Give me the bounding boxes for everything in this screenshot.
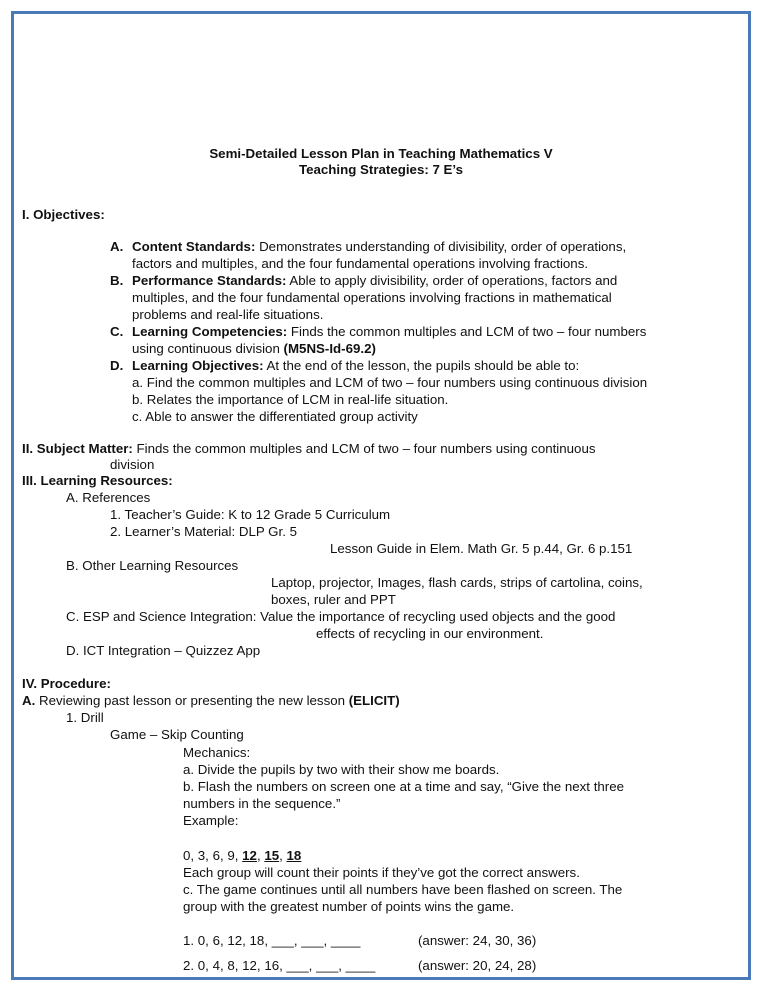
procedure-example-label: Example: <box>183 813 239 828</box>
resources-a1: 1. Teacher’s Guide: K to 12 Grade 5 Curriculum <box>110 507 391 522</box>
resources-c1: C. ESP and Science Integration: Value the importance of recycling used objects and the good <box>66 609 616 624</box>
objective-a-line2: factors and multiples, and the four fundamental operations involving fractions. <box>132 256 589 271</box>
resources-c2: effects of recycling in our environment. <box>316 626 544 641</box>
resources-a2: 2. Learner’s Material: DLP Gr. 5 <box>110 524 297 539</box>
objective-d-letter: D. <box>110 358 124 373</box>
resources-a: A. References <box>66 490 151 505</box>
objective-b-line3: problems and real-life situations. <box>132 307 324 322</box>
procedure-mechanic-b2: numbers in the sequence.” <box>183 796 341 811</box>
procedure-mechanic-a: a. Divide the pupils by two with their show me boards. <box>183 762 500 777</box>
objective-c-line2: using continuous division (M5NS-Id-69.2) <box>132 341 376 356</box>
procedure-a: A. Reviewing past lesson or presenting the new lesson (ELICIT) <box>22 693 400 708</box>
resources-heading: III. Learning Resources: <box>22 473 173 488</box>
skip-item-2: 2. 0, 4, 8, 12, 16, ___, ___, ____ <box>183 958 376 973</box>
objectives-heading: I. Objectives: <box>22 207 105 222</box>
objective-b-letter: B. <box>110 273 124 288</box>
objective-d-line1: Learning Objectives: At the end of the lesson, the pupils should be able to: <box>132 358 580 373</box>
procedure-mechanic-c2: group with the greatest number of points wins the game. <box>183 899 515 914</box>
objective-b-line2: multiples, and the four fundamental operations involving fractions in mathematical <box>132 290 612 305</box>
objective-b-line1: Performance Standards: Able to apply divisibility, order of operations, factors and <box>132 273 618 288</box>
procedure-example-sequence: 0, 3, 6, 9, 12, 15, 18 <box>183 848 302 863</box>
resources-b: B. Other Learning Resources <box>66 558 239 573</box>
subject-matter-line1: II. Subject Matter: Finds the common multiples and LCM of two – four numbers using continuous <box>22 441 596 456</box>
skip-answer-1: (answer: 24, 30, 36) <box>418 933 537 948</box>
procedure-mechanic-b1: b. Flash the numbers on screen one at a time and say, “Give the next three <box>183 779 625 794</box>
objective-d-sub-b: b. Relates the importance of LCM in real-life situation. <box>132 392 449 407</box>
document-subtitle: Teaching Strategies: 7 E’s <box>298 162 464 177</box>
objective-a-letter: A. <box>110 239 124 254</box>
procedure-game: Game – Skip Counting <box>110 727 244 742</box>
resources-a3: Lesson Guide in Elem. Math Gr. 5 p.44, Gr. 6 p.151 <box>330 541 633 556</box>
procedure-heading: IV. Procedure: <box>22 676 111 691</box>
procedure-drill: 1. Drill <box>66 710 104 725</box>
skip-item-1: 1. 0, 6, 12, 18, ___, ___, ____ <box>183 933 361 948</box>
procedure-mechanic-c1: c. The game continues until all numbers have been flashed on screen. The <box>183 882 623 897</box>
objective-a-line1: Content Standards: Demonstrates understanding of divisibility, order of operations, <box>132 239 627 254</box>
objective-c-line1: Learning Competencies: Finds the common multiples and LCM of two – four numbers <box>132 324 647 339</box>
objective-c-letter: C. <box>110 324 124 339</box>
objective-d-sub-c: c. Able to answer the differentiated group activity <box>132 409 418 424</box>
skip-answer-2: (answer: 20, 24, 28) <box>418 958 537 973</box>
procedure-example-note: Each group will count their points if they’ve got the correct answers. <box>183 865 580 880</box>
subject-matter-line2: division <box>110 457 155 472</box>
document-title: Semi-Detailed Lesson Plan in Teaching Mathematics V <box>209 146 553 161</box>
resources-b1: Laptop, projector, Images, flash cards, strips of cartolina, coins, <box>271 575 643 590</box>
resources-d: D. ICT Integration – Quizzez App <box>66 643 261 658</box>
resources-b2: boxes, ruler and PPT <box>271 592 396 607</box>
objective-d-sub-a: a. Find the common multiples and LCM of two – four numbers using continuous division <box>132 375 648 390</box>
procedure-mechanics: Mechanics: <box>183 745 251 760</box>
